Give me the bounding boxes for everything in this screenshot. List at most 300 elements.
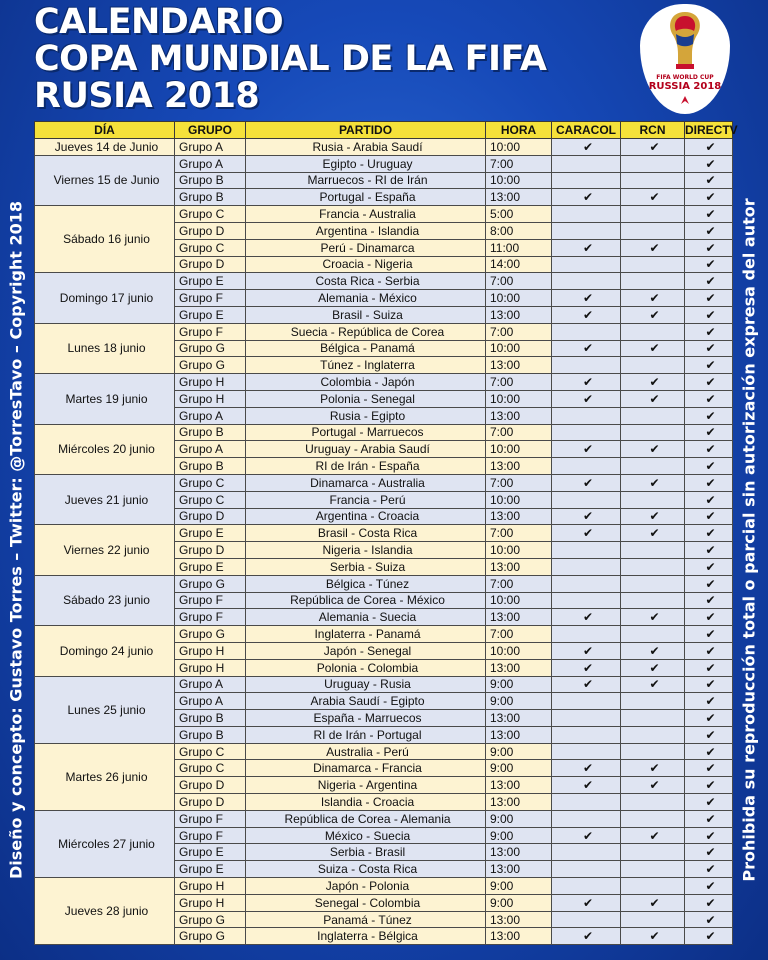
table-row	[35, 424, 733, 441]
time-cell: 7:00	[486, 323, 552, 340]
time-cell: 7:00	[486, 474, 552, 491]
group-cell: Grupo A	[175, 676, 246, 693]
check-icon: ✔	[649, 778, 660, 793]
directv-cell	[685, 508, 733, 525]
check-icon: ✔	[582, 677, 594, 692]
check-icon: ✔	[705, 727, 716, 742]
rcn-cell	[621, 256, 685, 273]
check-icon: ✔	[582, 895, 594, 910]
directv-cell	[685, 777, 733, 794]
group-cell: Grupo H	[175, 878, 246, 895]
caracol-cell	[552, 441, 621, 458]
group-cell: Grupo C	[175, 491, 246, 508]
check-icon: ✔	[705, 761, 716, 776]
directv-cell	[685, 340, 733, 357]
check-icon: ✔	[649, 929, 660, 944]
check-icon: ✔	[705, 912, 716, 927]
table-row	[35, 810, 733, 827]
time-cell: 13:00	[486, 558, 552, 575]
match-cell: Panamá - Túnez	[246, 911, 486, 928]
caracol-cell	[552, 760, 621, 777]
time-cell: 13:00	[486, 306, 552, 323]
table-row	[35, 323, 733, 340]
match-cell: Japón - Polonia	[246, 878, 486, 895]
match-cell: Serbia - Suiza	[246, 558, 486, 575]
match-cell: Rusia - Egipto	[246, 407, 486, 424]
table-row	[35, 374, 733, 391]
check-icon: ✔	[582, 778, 594, 793]
check-icon: ✔	[705, 710, 716, 725]
time-cell: 9:00	[486, 894, 552, 911]
check-icon: ✔	[649, 291, 660, 306]
check-icon: ✔	[705, 190, 716, 205]
group-cell: Grupo F	[175, 810, 246, 827]
time-cell: 7:00	[486, 374, 552, 391]
group-cell: Grupo E	[175, 861, 246, 878]
caracol-cell	[552, 273, 621, 290]
directv-cell	[685, 290, 733, 307]
group-cell: Grupo D	[175, 794, 246, 811]
caracol-cell	[552, 374, 621, 391]
group-cell: Grupo G	[175, 575, 246, 592]
match-cell: México - Suecia	[246, 827, 486, 844]
check-icon: ✔	[705, 559, 716, 574]
match-cell: Argentina - Islandia	[246, 222, 486, 239]
directv-cell	[685, 726, 733, 743]
check-icon: ✔	[705, 475, 716, 490]
time-cell: 13:00	[486, 710, 552, 727]
group-cell: Grupo E	[175, 844, 246, 861]
header-caracol: CARACOL	[552, 122, 621, 139]
rcn-cell	[621, 306, 685, 323]
caracol-cell	[552, 222, 621, 239]
group-cell: Grupo F	[175, 609, 246, 626]
rcn-cell	[621, 592, 685, 609]
group-cell: Grupo H	[175, 659, 246, 676]
caracol-cell	[552, 458, 621, 475]
time-cell: 9:00	[486, 743, 552, 760]
group-cell: Grupo D	[175, 256, 246, 273]
group-cell: Grupo G	[175, 340, 246, 357]
rcn-cell	[621, 609, 685, 626]
table-row	[35, 575, 733, 592]
time-cell: 13:00	[486, 508, 552, 525]
rcn-cell	[621, 894, 685, 911]
caracol-cell	[552, 424, 621, 441]
match-cell: Japón - Senegal	[246, 642, 486, 659]
directv-cell	[685, 441, 733, 458]
table-row	[35, 155, 733, 172]
match-cell: España - Marruecos	[246, 710, 486, 727]
logo-big-text: RUSSIA 2018	[648, 81, 722, 92]
group-cell: Grupo G	[175, 911, 246, 928]
directv-cell	[685, 542, 733, 559]
check-icon: ✔	[649, 307, 660, 322]
group-cell: Grupo F	[175, 592, 246, 609]
caracol-cell	[552, 693, 621, 710]
time-cell: 9:00	[486, 693, 552, 710]
check-icon: ✔	[705, 744, 716, 759]
caracol-cell	[552, 155, 621, 172]
rcn-cell	[621, 642, 685, 659]
copyright-notice-vertical-text: Prohibida su reproducción total o parcial sin autorización expresa del autor	[739, 198, 759, 882]
check-icon: ✔	[705, 358, 716, 373]
time-cell: 10:00	[486, 642, 552, 659]
caracol-cell	[552, 878, 621, 895]
group-cell: Grupo C	[175, 760, 246, 777]
directv-cell	[685, 760, 733, 777]
check-icon: ✔	[649, 375, 660, 390]
check-icon: ✔	[649, 190, 660, 205]
time-cell: 11:00	[486, 239, 552, 256]
group-cell: Grupo H	[175, 390, 246, 407]
day-cell: Miércoles 20 junio	[35, 424, 175, 474]
check-icon: ✔	[705, 139, 716, 154]
caracol-cell	[552, 911, 621, 928]
match-cell: Uruguay - Arabia Saudí	[246, 441, 486, 458]
caracol-cell	[552, 676, 621, 693]
match-cell: Francia - Perú	[246, 491, 486, 508]
directv-cell	[685, 659, 733, 676]
time-cell: 13:00	[486, 609, 552, 626]
group-cell: Grupo B	[175, 710, 246, 727]
time-cell: 8:00	[486, 222, 552, 239]
check-icon: ✔	[705, 442, 716, 457]
rcn-cell	[621, 743, 685, 760]
header-partido: PARTIDO	[246, 122, 486, 139]
check-icon: ✔	[582, 341, 594, 356]
group-cell: Grupo E	[175, 558, 246, 575]
schedule-table	[34, 121, 738, 945]
schedule-body	[35, 139, 733, 945]
check-icon: ✔	[705, 593, 716, 608]
rcn-cell	[621, 844, 685, 861]
check-icon: ✔	[705, 391, 716, 406]
group-cell: Grupo D	[175, 508, 246, 525]
day-cell: Lunes 25 junio	[35, 676, 175, 743]
header-grupo: GRUPO	[175, 122, 246, 139]
caracol-cell	[552, 710, 621, 727]
group-cell: Grupo A	[175, 155, 246, 172]
group-cell: Grupo B	[175, 726, 246, 743]
directv-cell	[685, 206, 733, 223]
caracol-cell	[552, 172, 621, 189]
time-cell: 7:00	[486, 155, 552, 172]
directv-cell	[685, 894, 733, 911]
group-cell: Grupo E	[175, 525, 246, 542]
group-cell: Grupo F	[175, 827, 246, 844]
check-icon: ✔	[705, 492, 716, 507]
match-cell: Marruecos - RI de Irán	[246, 172, 486, 189]
caracol-cell	[552, 827, 621, 844]
check-icon: ✔	[705, 257, 716, 272]
caracol-cell	[552, 659, 621, 676]
check-icon: ✔	[582, 526, 594, 541]
match-cell: Islandia - Croacia	[246, 794, 486, 811]
rcn-cell	[621, 273, 685, 290]
rcn-cell	[621, 374, 685, 391]
group-cell: Grupo H	[175, 894, 246, 911]
rcn-cell	[621, 861, 685, 878]
rcn-cell	[621, 441, 685, 458]
time-cell: 13:00	[486, 407, 552, 424]
match-cell: Croacia - Nigeria	[246, 256, 486, 273]
day-cell: Jueves 14 de Junio	[35, 139, 175, 156]
directv-cell	[685, 172, 733, 189]
table-row	[35, 743, 733, 760]
check-icon: ✔	[649, 442, 660, 457]
time-cell: 7:00	[486, 273, 552, 290]
day-cell: Sábado 16 junio	[35, 206, 175, 273]
match-cell: Perú - Dinamarca	[246, 239, 486, 256]
rcn-cell	[621, 777, 685, 794]
time-cell: 7:00	[486, 626, 552, 643]
rcn-cell	[621, 676, 685, 693]
directv-cell	[685, 256, 733, 273]
day-cell: Viernes 15 de Junio	[35, 155, 175, 205]
time-cell: 10:00	[486, 592, 552, 609]
directv-cell	[685, 743, 733, 760]
check-icon: ✔	[582, 643, 594, 658]
group-cell: Grupo D	[175, 777, 246, 794]
match-cell: Uruguay - Rusia	[246, 676, 486, 693]
directv-cell	[685, 827, 733, 844]
check-icon: ✔	[705, 526, 716, 541]
group-cell: Grupo C	[175, 474, 246, 491]
time-cell: 5:00	[486, 206, 552, 223]
check-icon: ✔	[705, 223, 716, 238]
directv-cell	[685, 474, 733, 491]
directv-cell	[685, 911, 733, 928]
match-cell: Costa Rica - Serbia	[246, 273, 486, 290]
match-cell: Arabia Saudí - Egipto	[246, 693, 486, 710]
rcn-cell	[621, 911, 685, 928]
rcn-cell	[621, 222, 685, 239]
check-icon: ✔	[705, 408, 716, 423]
directv-cell	[685, 558, 733, 575]
group-cell: Grupo C	[175, 743, 246, 760]
directv-cell	[685, 609, 733, 626]
caracol-cell	[552, 861, 621, 878]
match-cell: República de Corea - Alemania	[246, 810, 486, 827]
caracol-cell	[552, 239, 621, 256]
group-cell: Grupo D	[175, 542, 246, 559]
directv-cell	[685, 693, 733, 710]
directv-cell	[685, 491, 733, 508]
rcn-cell	[621, 357, 685, 374]
match-cell: Suiza - Costa Rica	[246, 861, 486, 878]
check-icon: ✔	[582, 475, 594, 490]
rcn-cell	[621, 810, 685, 827]
check-icon: ✔	[582, 610, 594, 625]
match-cell: Portugal - España	[246, 189, 486, 206]
caracol-cell	[552, 357, 621, 374]
check-icon: ✔	[582, 828, 594, 843]
match-cell: Nigeria - Islandia	[246, 542, 486, 559]
caracol-cell	[552, 844, 621, 861]
caracol-cell	[552, 777, 621, 794]
rcn-cell	[621, 626, 685, 643]
check-icon: ✔	[705, 509, 716, 524]
check-icon: ✔	[705, 375, 716, 390]
table-row	[35, 626, 733, 643]
check-icon: ✔	[582, 509, 594, 524]
group-cell: Grupo F	[175, 323, 246, 340]
group-cell: Grupo C	[175, 239, 246, 256]
caracol-cell	[552, 139, 621, 156]
time-cell: 9:00	[486, 827, 552, 844]
directv-cell	[685, 239, 733, 256]
check-icon: ✔	[705, 677, 716, 692]
caracol-cell	[552, 609, 621, 626]
rcn-cell	[621, 239, 685, 256]
caracol-cell	[552, 189, 621, 206]
check-icon: ✔	[705, 610, 716, 625]
caracol-cell	[552, 592, 621, 609]
match-cell: Dinamarca - Francia	[246, 760, 486, 777]
check-icon: ✔	[705, 341, 716, 356]
check-icon: ✔	[705, 794, 716, 809]
caracol-cell	[552, 626, 621, 643]
check-icon: ✔	[649, 895, 660, 910]
check-icon: ✔	[649, 240, 660, 255]
group-cell: Grupo F	[175, 290, 246, 307]
check-icon: ✔	[705, 425, 716, 440]
group-cell: Grupo D	[175, 222, 246, 239]
rcn-cell	[621, 340, 685, 357]
check-icon: ✔	[649, 391, 660, 406]
caracol-cell	[552, 642, 621, 659]
logo-small-text: FIFA WORLD CUP	[656, 74, 714, 81]
title-line-1: CALENDARIO	[34, 2, 284, 42]
group-cell: Grupo A	[175, 693, 246, 710]
directv-cell	[685, 844, 733, 861]
check-icon: ✔	[705, 576, 716, 591]
time-cell: 13:00	[486, 357, 552, 374]
rcn-cell	[621, 827, 685, 844]
directv-cell	[685, 407, 733, 424]
directv-cell	[685, 139, 733, 156]
rcn-cell	[621, 575, 685, 592]
check-icon: ✔	[705, 929, 716, 944]
rcn-cell	[621, 206, 685, 223]
check-icon: ✔	[649, 610, 660, 625]
check-icon: ✔	[705, 291, 716, 306]
match-cell: República de Corea - México	[246, 592, 486, 609]
caracol-cell	[552, 743, 621, 760]
match-cell: Túnez - Inglaterra	[246, 357, 486, 374]
caracol-cell	[552, 508, 621, 525]
directv-cell	[685, 878, 733, 895]
time-cell: 13:00	[486, 659, 552, 676]
check-icon: ✔	[705, 543, 716, 558]
directv-cell	[685, 306, 733, 323]
check-icon: ✔	[705, 862, 716, 877]
time-cell: 10:00	[486, 491, 552, 508]
match-cell: Brasil - Costa Rica	[246, 525, 486, 542]
rcn-cell	[621, 525, 685, 542]
check-icon: ✔	[705, 274, 716, 289]
caracol-cell	[552, 810, 621, 827]
group-cell: Grupo G	[175, 928, 246, 945]
directv-cell	[685, 390, 733, 407]
directv-cell	[685, 357, 733, 374]
time-cell: 13:00	[486, 458, 552, 475]
directv-cell	[685, 222, 733, 239]
check-icon: ✔	[649, 526, 660, 541]
group-cell: Grupo B	[175, 458, 246, 475]
match-cell: Argentina - Croacia	[246, 508, 486, 525]
rcn-cell	[621, 172, 685, 189]
check-icon: ✔	[582, 442, 594, 457]
rcn-cell	[621, 474, 685, 491]
day-cell: Martes 19 junio	[35, 374, 175, 424]
caracol-cell	[552, 290, 621, 307]
match-cell: Polonia - Colombia	[246, 659, 486, 676]
check-icon: ✔	[705, 627, 716, 641]
match-cell: Polonia - Senegal	[246, 390, 486, 407]
page-title	[34, 4, 546, 115]
rcn-cell	[621, 155, 685, 172]
credits-vertical-text: Diseño y concepto: Gustavo Torres – Twitter: @TorresTavo – Copyright 2018	[6, 200, 26, 880]
match-cell: Serbia - Brasil	[246, 844, 486, 861]
time-cell: 13:00	[486, 928, 552, 945]
match-cell: Brasil - Suiza	[246, 306, 486, 323]
group-cell: Grupo A	[175, 441, 246, 458]
time-cell: 10:00	[486, 340, 552, 357]
time-cell: 13:00	[486, 844, 552, 861]
table-row	[35, 139, 733, 156]
time-cell: 7:00	[486, 424, 552, 441]
check-icon: ✔	[705, 878, 716, 893]
title-line-2: COPA MUNDIAL DE LA FIFA	[34, 39, 547, 79]
directv-cell	[685, 592, 733, 609]
directv-cell	[685, 155, 733, 172]
directv-cell	[685, 928, 733, 945]
directv-cell	[685, 189, 733, 206]
check-icon: ✔	[582, 391, 594, 406]
directv-cell	[685, 323, 733, 340]
time-cell: 10:00	[486, 441, 552, 458]
check-icon: ✔	[705, 845, 716, 860]
time-cell: 7:00	[486, 525, 552, 542]
table-row	[35, 525, 733, 542]
day-cell: Domingo 17 junio	[35, 273, 175, 323]
directv-cell	[685, 575, 733, 592]
group-cell: Grupo E	[175, 273, 246, 290]
time-cell: 9:00	[486, 810, 552, 827]
directv-cell	[685, 374, 733, 391]
caracol-cell	[552, 474, 621, 491]
trophy-icon	[640, 4, 730, 114]
match-cell: Rusia - Arabia Saudí	[246, 139, 486, 156]
rcn-cell	[621, 542, 685, 559]
check-icon: ✔	[705, 643, 716, 658]
match-cell: Bélgica - Panamá	[246, 340, 486, 357]
rcn-cell	[621, 390, 685, 407]
caracol-cell	[552, 525, 621, 542]
caracol-cell	[552, 726, 621, 743]
rcn-cell	[621, 139, 685, 156]
header-hora: HORA	[486, 122, 552, 139]
directv-cell	[685, 525, 733, 542]
match-cell: Australia - Perú	[246, 743, 486, 760]
time-cell: 13:00	[486, 861, 552, 878]
time-cell: 10:00	[486, 139, 552, 156]
check-icon: ✔	[582, 307, 594, 322]
check-icon: ✔	[649, 341, 660, 356]
check-icon: ✔	[649, 660, 660, 675]
